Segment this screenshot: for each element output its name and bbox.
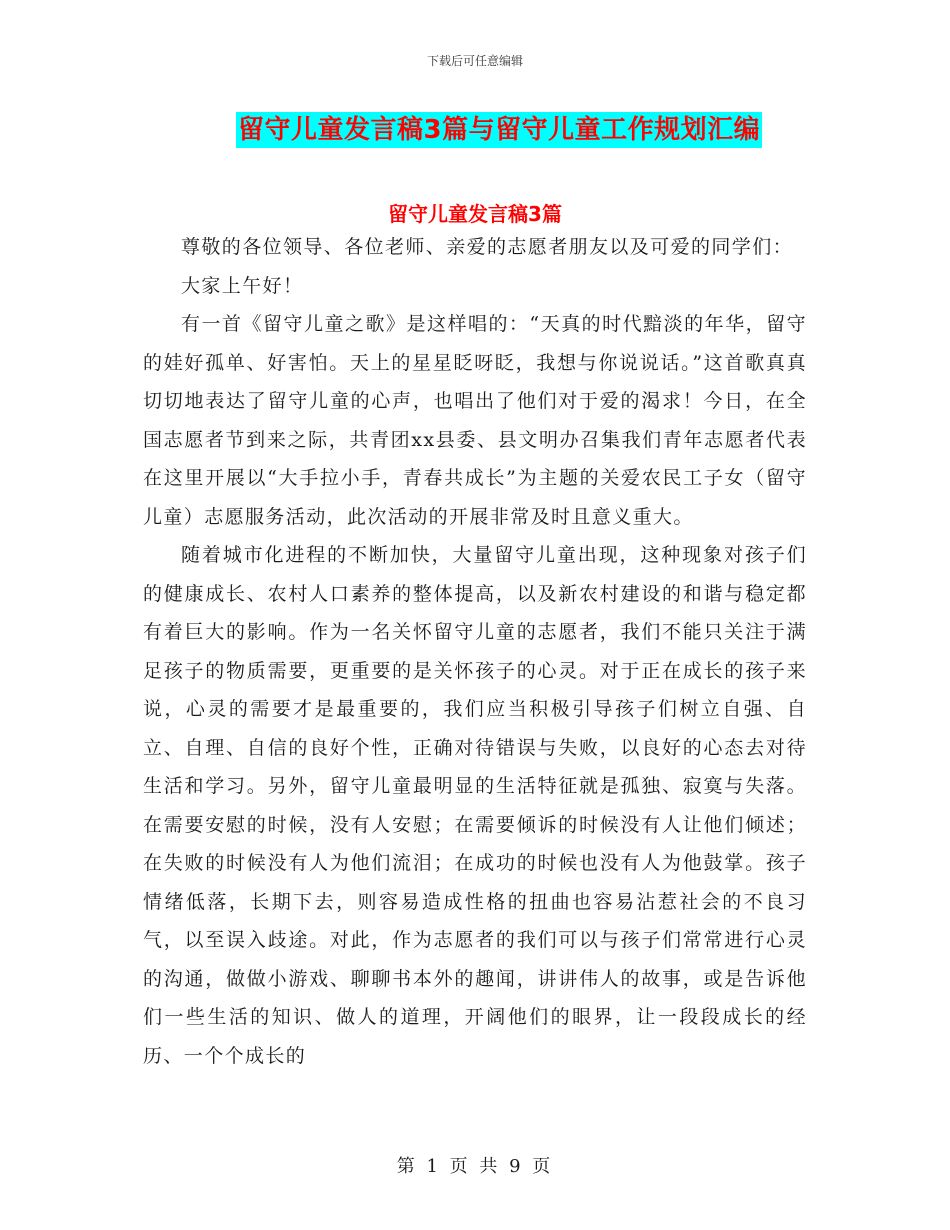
document-title: 留守儿童发言稿3篇与留守儿童工作规划汇编: [236, 112, 762, 148]
section-title: 留守儿童发言稿3篇: [388, 202, 562, 226]
page-footer: 第 1 页 共 9 页: [396, 1156, 554, 1177]
paragraph-salutation: 大家上午好！: [181, 274, 304, 297]
header-note: 下载后可任意编辑: [426, 54, 523, 68]
paragraph-urbanization: 随着城市化进程的不断加快，大量留守儿童出现，这种现象对孩子们的健康成长、农村人口素养的整体提高，以及新农村建设的和谐与稳定都有着巨大的影响。作为一名关怀留守儿童的志愿者，我们不能只关注于满足孩子的物质需要，更重要的是关怀孩子的心灵。对于正在成长的孩子来说，心灵的需要才是最重要的，我们应当积极引导孩子们树立自强、自立、自理、自信的良好个性，正确对待错误与失败，以良好的心态去对待生活和学习。另外，留守儿童最明显的生活特征就是孤独、寂寞与失落。在需要安慰的时候，没有人安慰；在需要倾诉的时候没有人让他们倾述；在失败的时候没有人为他们流泪；在成功的时候也没有人为他鼓掌。孩子情绪低落，长期下去，则容易造成性格的扭曲也容易沾惹社会的不良习气，以至误入歧途。对此，作为志愿者的我们可以与孩子们常常进行心灵的沟通，做做小游戏、聊聊书本外的趣闻，讲讲伟人的故事，或是告诉他们一些生活的知识、做人的道理，开阔他们的眼界，让一段段成长的经历、一个个成长的: [143, 544, 807, 1067]
paragraph-song: 有一首《留守儿童之歌》是这样唱的：“天真的时代黯淡的年华，留守的娃好孤单、好害怕。天上的星星眨呀眨，我想与你说说话。”这首歌真真切切地表达了留守儿童的心声，也唱出了他们对于爱的渴求！今日，在全国志愿者节到来之际，共青团xx县委、县文明办召集我们青年志愿者代表在这里开展以“大手拉小手，青春共成长”为主题的关爱农民工子女（留守儿童）志愿服务活动，此次活动的开展非常及时且意义重大。: [143, 313, 807, 528]
document-body: [143, 228, 807, 1075]
paragraph-greeting: 尊敬的各位领导、各位老师、亲爱的志愿者朋友以及可爱的同学们：: [181, 236, 794, 258]
